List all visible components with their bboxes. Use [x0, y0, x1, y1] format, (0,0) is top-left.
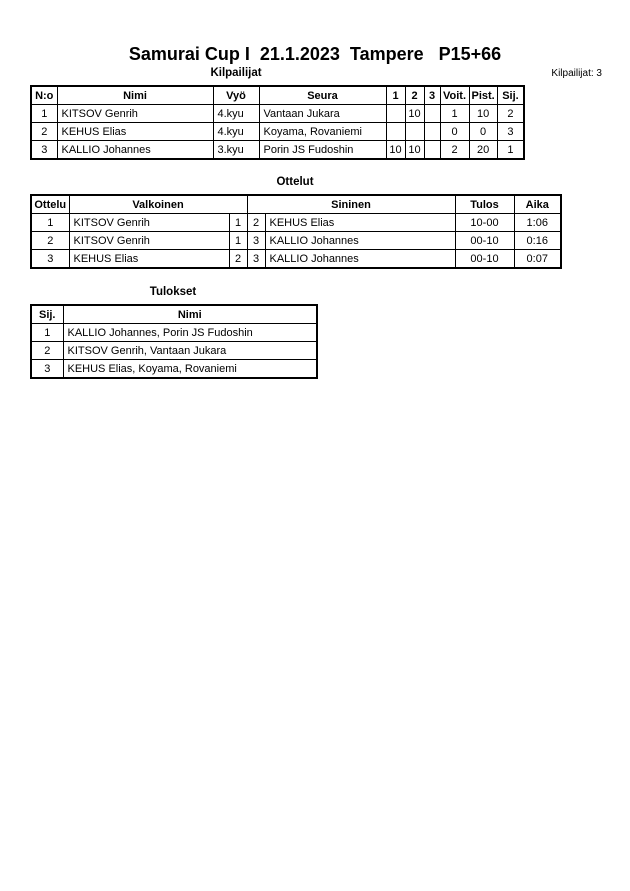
matches-cell: 3: [31, 250, 69, 269]
competitors-cell: 0: [469, 123, 497, 141]
competitors-header-place: Sij.: [497, 86, 524, 105]
competitors-cell: 10: [405, 141, 424, 160]
matches-cell: KALLIO Johannes: [265, 250, 455, 269]
competitors-cell: Koyama, Rovaniemi: [259, 123, 386, 141]
matches-heading: Ottelut: [276, 176, 314, 188]
competitors-cell: [424, 123, 440, 141]
competitors-header-row: [31, 86, 524, 105]
matches-header-white: Valkoinen: [69, 195, 247, 214]
competitors-row: [31, 123, 524, 141]
matches-cell: KALLIO Johannes: [265, 232, 455, 250]
matches-cell: 10-00: [455, 214, 514, 232]
matches-cell: 2: [31, 232, 69, 250]
competitors-cell: [386, 105, 405, 123]
results-cell: KITSOV Genrih, Vantaan Jukara: [63, 342, 317, 360]
results-header-row: [31, 305, 317, 324]
matches-cell: KITSOV Genrih: [69, 214, 229, 232]
matches-cell: 0:16: [514, 232, 561, 250]
results-heading: Tulokset: [149, 286, 197, 298]
competitors-cell: 2: [440, 141, 469, 160]
competitors-cell: KITSOV Genrih: [57, 105, 213, 123]
competitors-header-1: 1: [386, 86, 405, 105]
results-cell: 1: [31, 324, 63, 342]
competitors-cell: [405, 123, 424, 141]
competitors-cell: 2: [31, 123, 57, 141]
matches-header-result: Tulos: [455, 195, 514, 214]
matches-cell: 3: [247, 232, 265, 250]
results-row: [31, 360, 317, 379]
matches-header-time: Aika: [514, 195, 561, 214]
competitors-cell: 3: [497, 123, 524, 141]
matches-cell: KITSOV Genrih: [69, 232, 229, 250]
competitors-cell: 1: [497, 141, 524, 160]
competitors-cell: Porin JS Fudoshin: [259, 141, 386, 160]
competitors-cell: 1: [31, 105, 57, 123]
competitors-row: [31, 141, 524, 160]
matches-header-row: [31, 195, 561, 214]
competitors-cell: Vantaan Jukara: [259, 105, 386, 123]
competitors-cell: [424, 141, 440, 160]
matches-cell: 00-10: [455, 232, 514, 250]
matches-cell: 1:06: [514, 214, 561, 232]
matches-cell: 0:07: [514, 250, 561, 269]
competitors-cell: KALLIO Johannes: [57, 141, 213, 160]
matches-cell: 3: [247, 250, 265, 269]
competitors-header-belt: Vyö: [213, 86, 259, 105]
matches-cell: 1: [31, 214, 69, 232]
competitors-header-3: 3: [424, 86, 440, 105]
competitors-header-no: N:o: [31, 86, 57, 105]
results-cell: 3: [31, 360, 63, 379]
results-cell: 2: [31, 342, 63, 360]
matches-cell: KEHUS Elias: [69, 250, 229, 269]
competitor-count-label: Kilpailijat: 3: [551, 68, 602, 79]
matches-cell: 00-10: [455, 250, 514, 269]
matches-cell: 1: [229, 214, 247, 232]
competitors-cell: [386, 123, 405, 141]
competitors-heading: Kilpailijat: [210, 67, 262, 79]
matches-cell: 2: [229, 250, 247, 269]
competitors-cell: 4.kyu: [213, 105, 259, 123]
competitors-cell: 10: [386, 141, 405, 160]
results-table: [30, 304, 318, 379]
competitors-cell: 3.kyu: [213, 141, 259, 160]
competitors-row: [31, 105, 524, 123]
matches-row: [31, 232, 561, 250]
matches-cell: 2: [247, 214, 265, 232]
competitors-table: [30, 85, 525, 160]
results-cell: KEHUS Elias, Koyama, Rovaniemi: [63, 360, 317, 379]
results-header-name: Nimi: [63, 305, 317, 324]
matches-header-blue: Sininen: [247, 195, 455, 214]
competitors-cell: KEHUS Elias: [57, 123, 213, 141]
competitors-cell: 3: [31, 141, 57, 160]
matches-row: [31, 214, 561, 232]
competitors-header-wins: Voit.: [440, 86, 469, 105]
competitors-cell: 2: [497, 105, 524, 123]
competitors-header-points: Pist.: [469, 86, 497, 105]
competitors-header-club: Seura: [259, 86, 386, 105]
matches-table: [30, 194, 562, 269]
competitors-cell: 4.kyu: [213, 123, 259, 141]
competitors-header-2: 2: [405, 86, 424, 105]
matches-cell: KEHUS Elias: [265, 214, 455, 232]
competitors-cell: 10: [469, 105, 497, 123]
competitors-cell: 10: [405, 105, 424, 123]
competitors-cell: 20: [469, 141, 497, 160]
competitors-cell: [424, 105, 440, 123]
results-header-place: Sij.: [31, 305, 63, 324]
competitors-cell: 0: [440, 123, 469, 141]
page-title: Samurai Cup I 21.1.2023 Tampere P15+66: [128, 44, 502, 64]
results-row: [31, 342, 317, 360]
matches-header-match: Ottelu: [31, 195, 69, 214]
results-row: [31, 324, 317, 342]
competitors-cell: 1: [440, 105, 469, 123]
competitors-header-name: Nimi: [57, 86, 213, 105]
matches-cell: 1: [229, 232, 247, 250]
results-cell: KALLIO Johannes, Porin JS Fudoshin: [63, 324, 317, 342]
matches-row: [31, 250, 561, 269]
